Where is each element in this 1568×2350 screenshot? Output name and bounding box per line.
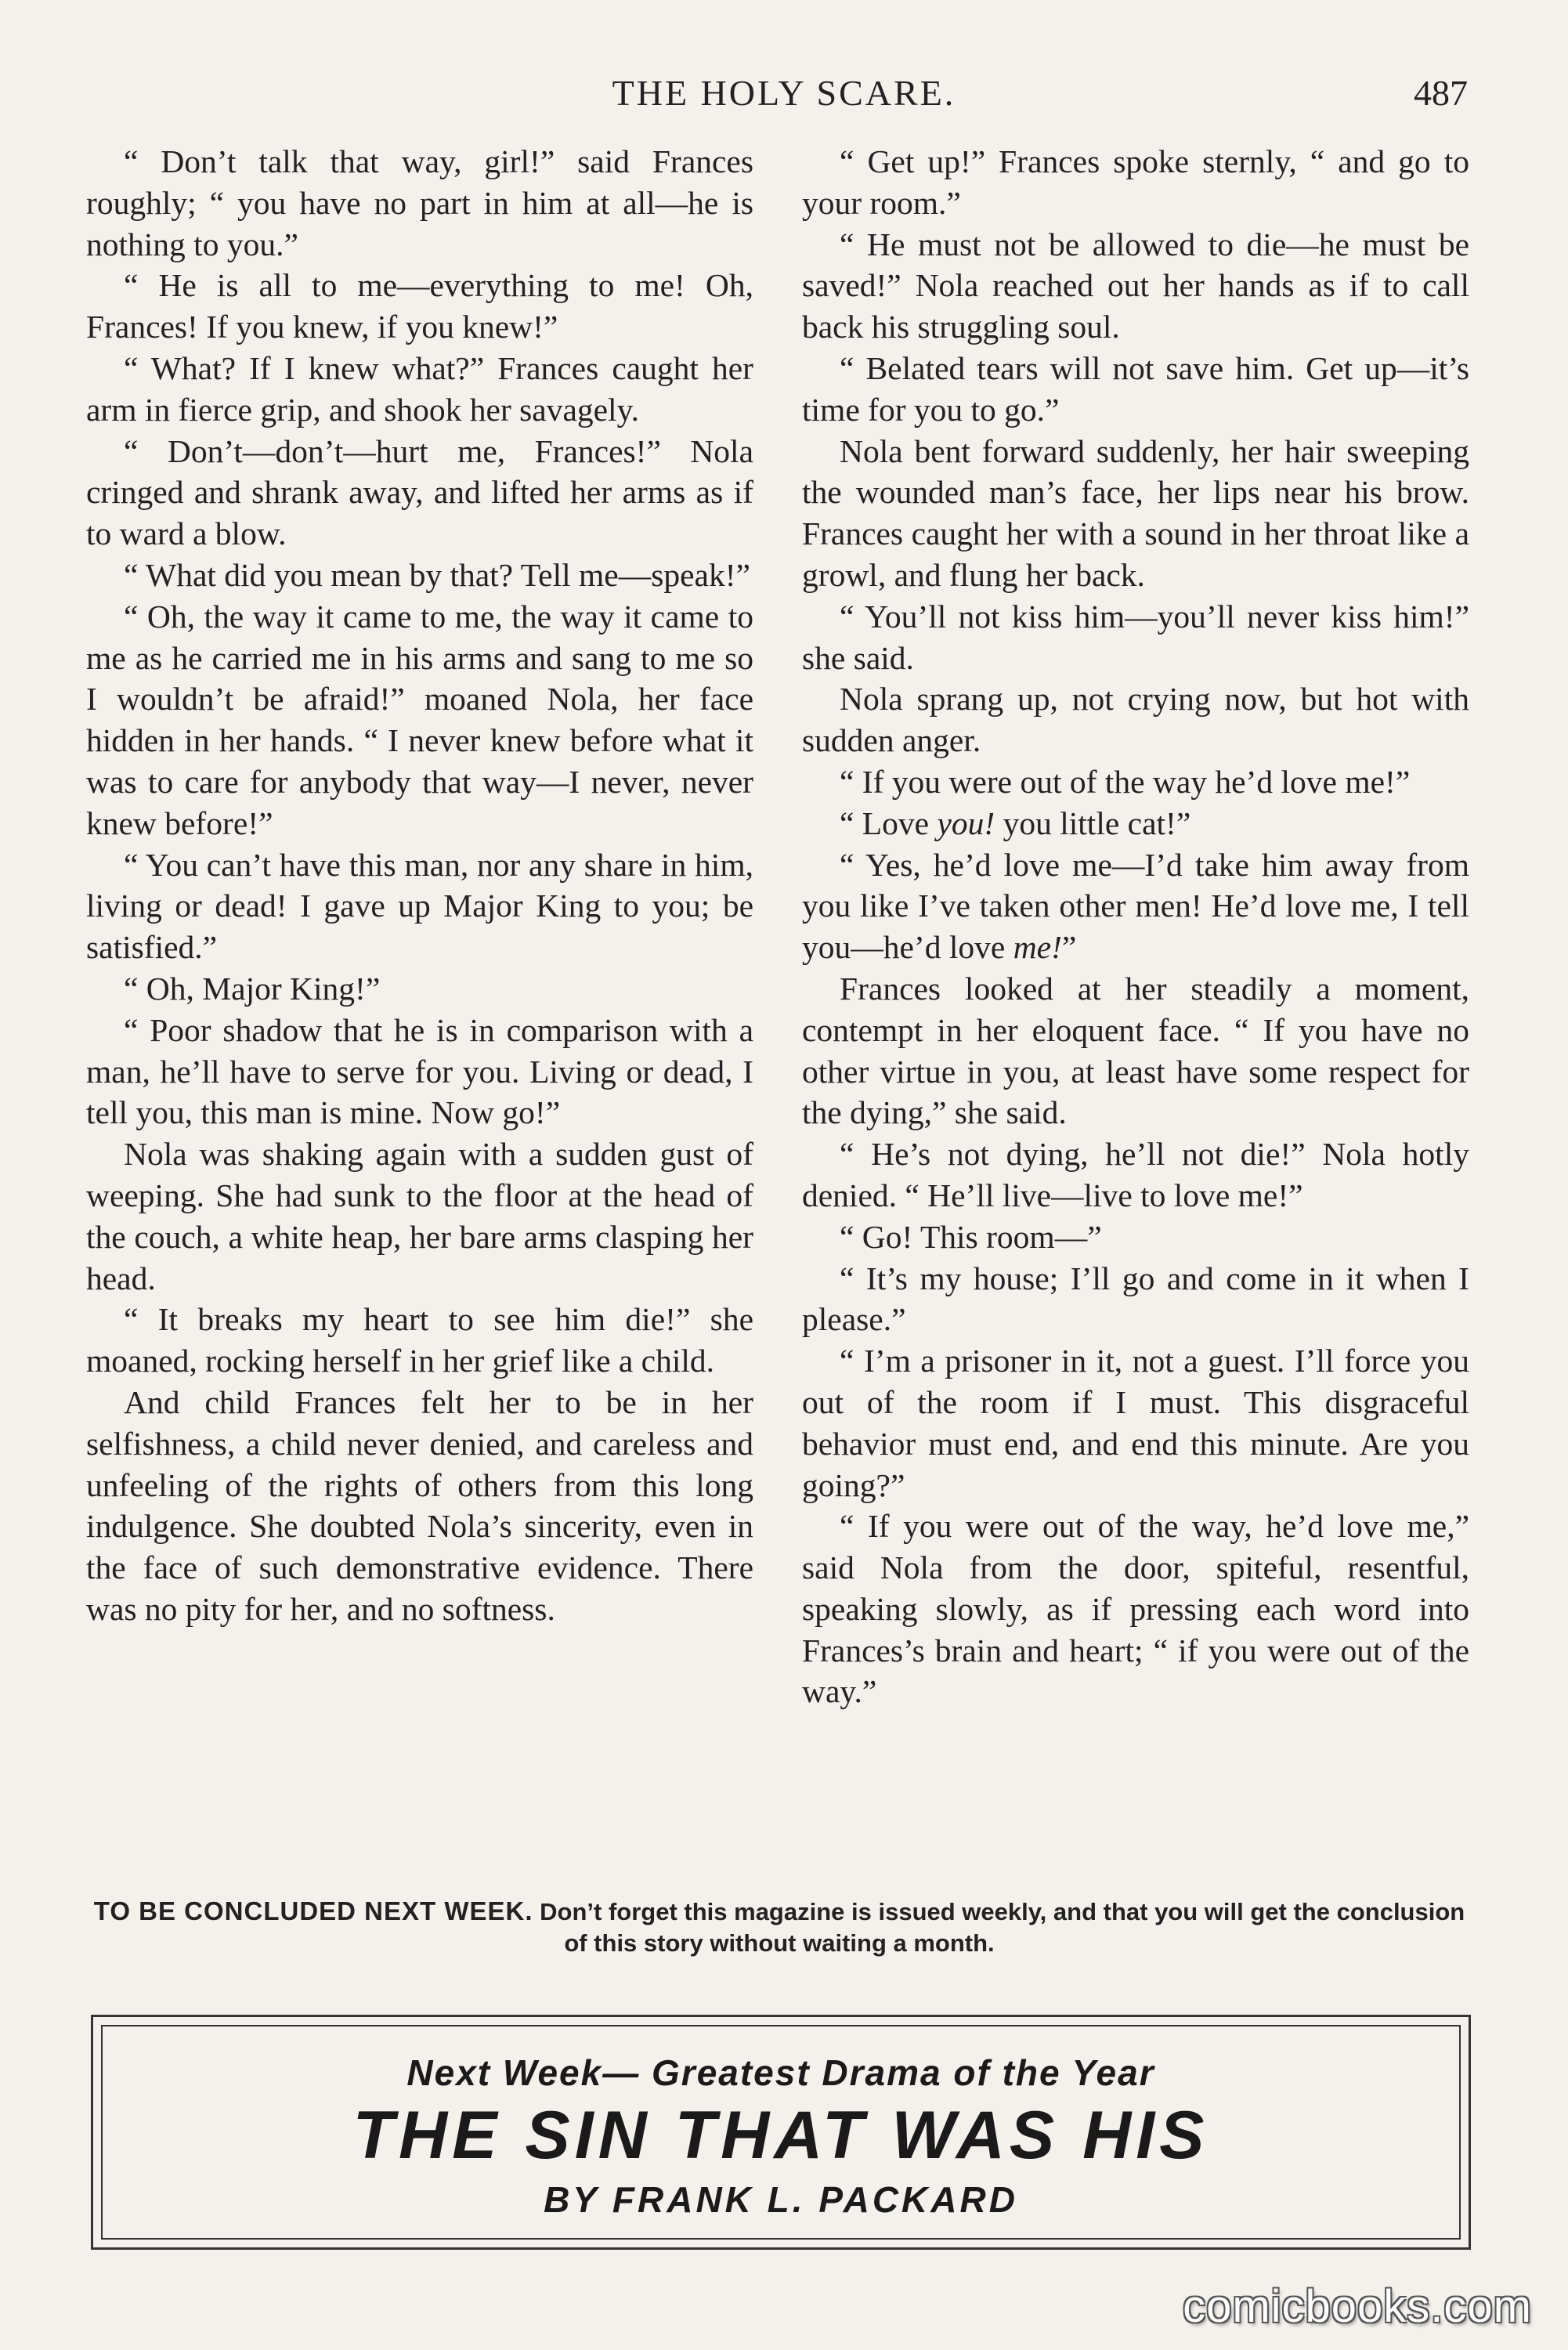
text-run: “ Love [840, 804, 938, 841]
ad-author: BY FRANK L. PACKARD [544, 2179, 1018, 2220]
paragraph: “ He is all to me—everything to me! Oh, Frances! If you knew, if you knew!” [86, 267, 753, 345]
paragraph: Nola was shaking again with a sudden gust of weeping. She had sunk to the floor at the head of the couch, a white heap, her bare arms clasping her head. [86, 1136, 753, 1296]
paragraph: Nola sprang up, not crying now, but hot with sudden anger. [802, 681, 1469, 759]
continuation-notice [86, 1896, 1472, 1959]
paragraph: And child Frances felt her to be in her selfishness, a child never denied, and careless and unfeeling of the rights of others from this long indulgence. She doubted Nola’s sincerity, even in the face of such demonstrative evidence. There was no pity for her, and no softness. [86, 1383, 753, 1627]
paragraph: “ He’s not dying, he’ll not die!” Nola hotly denied. “ He’ll live—live to love me!” [802, 1136, 1469, 1213]
paragraph: “ If you were out of the way, he’d love me,” said Nola from the door, spiteful, resentful, speaking slowly, as if pressing each word into Frances’s brain and heart; “ if you were out of the way.” [802, 1508, 1469, 1710]
ad-kicker: Next Week— Greatest Drama of the Year [406, 2052, 1155, 2093]
site-watermark: comicbooks.com [1183, 2281, 1532, 2332]
paragraph: “ It breaks my heart to see him die!” she moaned, rocking herself in her grief like a child. [86, 1301, 753, 1379]
paragraph: “ I’m a prisoner in it, not a guest. I’ll force you out of the room if I must. This disgraceful behavior must end, and end this minute. Are you going?” [802, 1343, 1469, 1503]
paragraph: “ Don’t—don’t—hurt me, Frances!” Nola cringed and shrank away, and lifted her arms as if to ward a blow. [86, 432, 753, 552]
paragraph: “ Go! This room—” [840, 1218, 1102, 1255]
paragraph: “ He must not be allowed to die—he must be saved!” Nola reached out her hands as if to call back his struggling soul. [802, 226, 1469, 345]
paragraph: “ Poor shadow that he is in comparison with a man, he’ll have to serve for you. Living or dead, I tell you, this man is mine. Now go!” [86, 1011, 753, 1131]
text-run: ” [1061, 929, 1077, 966]
running-title: THE HOLY SCARE. [612, 73, 956, 113]
ad-title: THE SIN THAT WAS HIS [352, 2098, 1209, 2173]
paragraph: Nola bent forward suddenly, her hair sweeping the wounded man’s face, her lips near his brow. Frances caught her with a sound in her throat like a growl, and flung her back. [802, 432, 1469, 593]
paragraph: “ Oh, the way it came to me, the way it came to me as he carried me in his arms and sang to me so I wouldn’t be afraid!” moaned Nola, her face hidden in her hands. “ I never knew before what it was to care for anybody that way—I never, never knew before!” [86, 598, 753, 841]
text-columns [86, 141, 1469, 1872]
emphasis: you! [937, 804, 995, 841]
paragraph: “ Don’t talk that way, girl!” said Frances roughly; “ you have no part in him at all—he is nothing to you.” [86, 143, 753, 262]
paragraph: “ Oh, Major King!” [124, 970, 381, 1007]
paragraph [802, 844, 1469, 968]
paragraph: “ What did you mean by that? Tell me—speak!” [124, 556, 750, 593]
paragraph: Frances looked at her steadily a moment, contempt in her eloquent face. “ If you have no other virtue in you, at least have some respect for the dying,” she said. [802, 970, 1469, 1131]
paragraph: “ What? If I knew what?” Frances caught her arm in fierce grip, and shook her savagely. [86, 349, 753, 428]
emphasis: me! [1013, 929, 1062, 966]
running-head [0, 72, 1568, 119]
paragraph: “ You’ll not kiss him—you’ll never kiss him!” she said. [802, 598, 1469, 676]
next-week-advertisement [91, 2015, 1471, 2250]
notice-body: Don’t forget this magazine is issued weekly, and that you will get the conclusion of this story without waiting a month. [540, 1898, 1465, 1957]
notice-lead: TO BE CONCLUDED NEXT WEEK. [93, 1896, 533, 1925]
text-run: you little cat!” [995, 804, 1191, 841]
paragraph: “ Get up!” Frances spoke sternly, “ and go to your room.” [802, 143, 1469, 221]
paragraph: “ If you were out of the way he’d love me!” [840, 763, 1411, 800]
paragraph [802, 803, 1469, 844]
text-run: “ Yes, he’d love me—I’d take him away from you like I’ve taken other men! He’d love me, I tell you—he’d love [802, 846, 1469, 966]
page-number: 487 [1414, 73, 1468, 113]
right-column [802, 141, 1469, 1872]
paragraph: “ You can’t have this man, nor any share in him, living or dead! I gave up Major King to you; be satisfied.” [86, 846, 753, 966]
left-column [86, 141, 753, 1872]
paragraph: “ It’s my house; I’ll go and come in it when I please.” [802, 1260, 1469, 1338]
paragraph: “ Belated tears will not save him. Get up—it’s time for you to go.” [802, 349, 1469, 428]
